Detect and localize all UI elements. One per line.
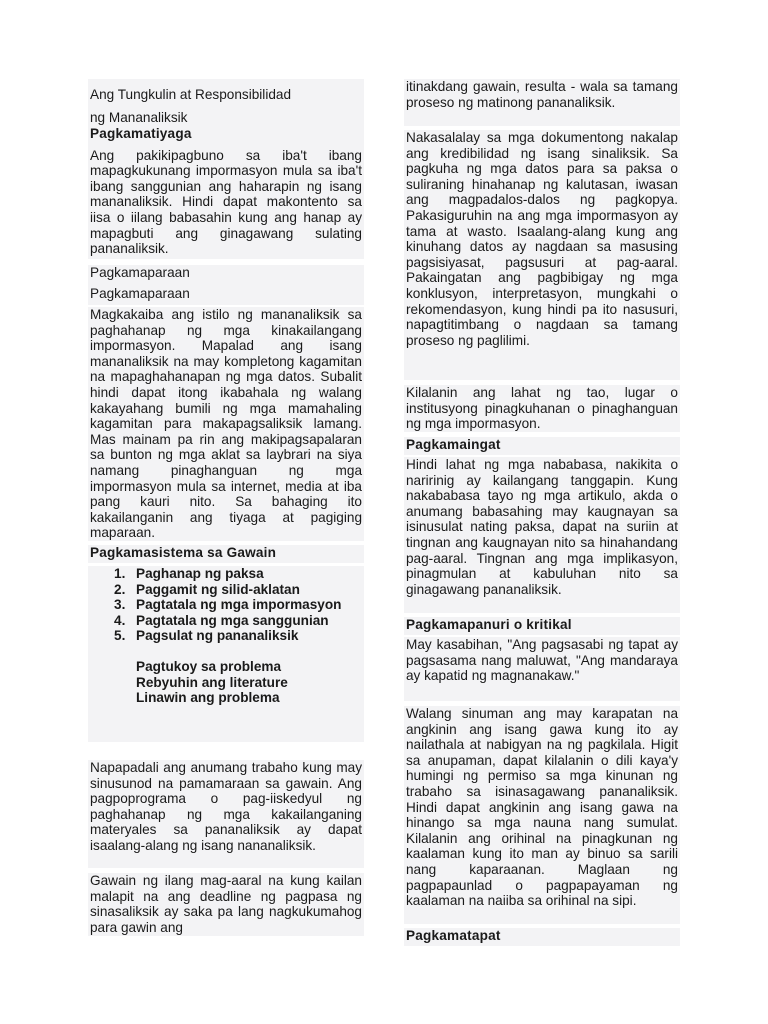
steps-list [90,566,362,644]
paragraph-continuation: itinakdang gawain, resulta - wala sa tamang proseso ng matinong pananaliksik. [404,79,680,126]
section-pagkamaparaan-body: Magkakaiba ang istilo ng mananaliksik sa paghahanap ng mga kinakailangang impormasyon. Mapalad ang isang mananaliksik na may kompletong kagamitan na mapaghahanapan ng mga datos. Subalit hindi dapat itong ikabahala ng walang kakayahang bumili ng mga mamahaling kagamitan para makapagsaliksik lamang. Mas mainam pa rin ang makipagsapalaran sa bunton ng mga aklat sa laybrari na siya namang pinaghanguan ng mga impormasyon mula sa internet, media at iba pang kauri nito. Sa bahaging ito kakailanganin ang tiyaga at pagiging maparaan. [90,307,362,541]
title-block [88,79,364,131]
section-body: Ang pakikipagbuno sa iba't ibang mapagkukunang impormasyon mula sa iba't ibang sanggunian ang haharapin ng isang mananaliksik. Hindi dapat makontento sa iisa o iilang babasahin kung ang hanap ay mapagbuti ang ginagawang sulating pananaliksik. [90,147,362,257]
list-item: Rebyuhin ang literature [136,674,288,690]
paragraph-napapadali: Napapadali ang anumang trabaho kung may sinusunod na pamamaraan sa gawain. Ang pagpoprograma o pag-iiskedyul ng paghahanap ng mga kakailanganing materyales sa pananaliksik ay dapat isaalang-alang ng isang nananaliksik. [88,760,364,868]
list-item: Pagtatala ng mga sanggunian [136,612,329,628]
list-item: Paggamit ng silid-aklatan [136,581,300,597]
section-heading: Pagkamaparaan [90,265,190,280]
paragraph-nakasalalay: Nakasalalay sa mga dokumentong nakalap ang kredibilidad ng isang sinaliksik. Sa pagkuha ng mga datos para sa paksa o suliraning hinahanap ng kalutasan, iwasan ang magpadalos-dalos ng pagkopya. Pakasiguruhin na ang mga impormasyon ay tama at wasto. Isaalang-alang kung ang kinuhang datos ay nagdaan sa masusing pagsisiyasat, pagsusuri at pag-aaral. Pakaingatan ang pagbibigay ng mga konklusyon, interpretasyon, mungkahi o rekomendasyon, kung hindi pa ito nasusuri, napagtitimbang o nagdaan sa tamang proseso ng paglilimi. [404,130,680,380]
document-subtitle: ng Mananaliksik [90,109,188,125]
steps-list-block [88,566,364,742]
section-heading: Pagkamaparaan [90,285,190,301]
section-heading-pagkamaingat: Pagkamaingat [404,437,680,455]
paragraph-walang-sinuman: Walang sinuman ang may karapatan na angkinin ang isang gawa kung ito ay nailathala at nabigyan na ng pagkilala. Higit sa anupaman, dapat kilalanin o dili kaya'y humingi ng permiso sa mga kinunan ng trabaho sa isinasagawang pananaliksik. Hindi dapat angkinin ang isang gawa na hinango sa mga nauna nang sumulat. Kilalanin ang orihinal na pinagkunan ng kaalaman kung ito man ay binuo sa sarili nang kaparaanan. Maglaan ng pagpapaunlad o pagpapayaman ng kaalaman na naiiba sa orihinal na sipi. [404,706,680,924]
list-item: Paghanap ng paksa [136,566,264,581]
section-pagkamaingat-body: Hindi lahat ng mga nababasa, nakikita o naririnig ay kailangang tanggapin. Kung nakababasa tayo ng mga artikulo, akda o anumang babasahing may kaugnayan sa isinusulat nating paksa, dapat na suriin at tingnan ang kaugnayan nito sa hinahandang pag-aaral. Tingnan ang mga implikasyon, pinagmulan at kabuluhan nito sa ginagawang pananaliksik. [404,457,680,613]
list-item: Pagsulat ng pananaliksik [136,628,299,644]
list-item: Linawin ang problema [136,690,280,706]
paragraph-gawain: Gawain ng ilang mag-aaral na kung kailan malapit na ang deadline ng pagpasa ng sinasaliksik ay saka pa lang nagkukumahog para gawin ang [90,873,362,935]
section-heading-pagkamatapat: Pagkamatapat [404,928,680,946]
section-heading-pagkamasistema: Pagkamasistema sa Gawain [88,545,364,563]
section-heading-pagkamapanuri: Pagkamapanuri o kritikal [404,617,680,635]
paragraph-kilalanin: Kilalanin ang lahat ng tao, lugar o institusyong pinagkuhanan o pinaghanguan ng mga impormasyon. [406,385,678,432]
substeps-list [90,659,362,706]
paragraph-kasabihan: May kasabihan, "Ang pagsasabi ng tapat ay pagsasama nang maluwat, "Ang mandaraya ay kapatid ng magnanakaw." [404,637,680,701]
list-item: Pagtatala ng mga impormasyon [136,597,342,613]
document-title: Ang Tungkulin at Responsibilidad [90,87,292,102]
list-item: Pagtukoy sa problema [136,658,282,674]
section-pagkamaparaan-heading [88,265,364,305]
section-heading: Pagkamatiyaga [90,126,192,141]
section-pagkamatiyaga [88,126,364,259]
